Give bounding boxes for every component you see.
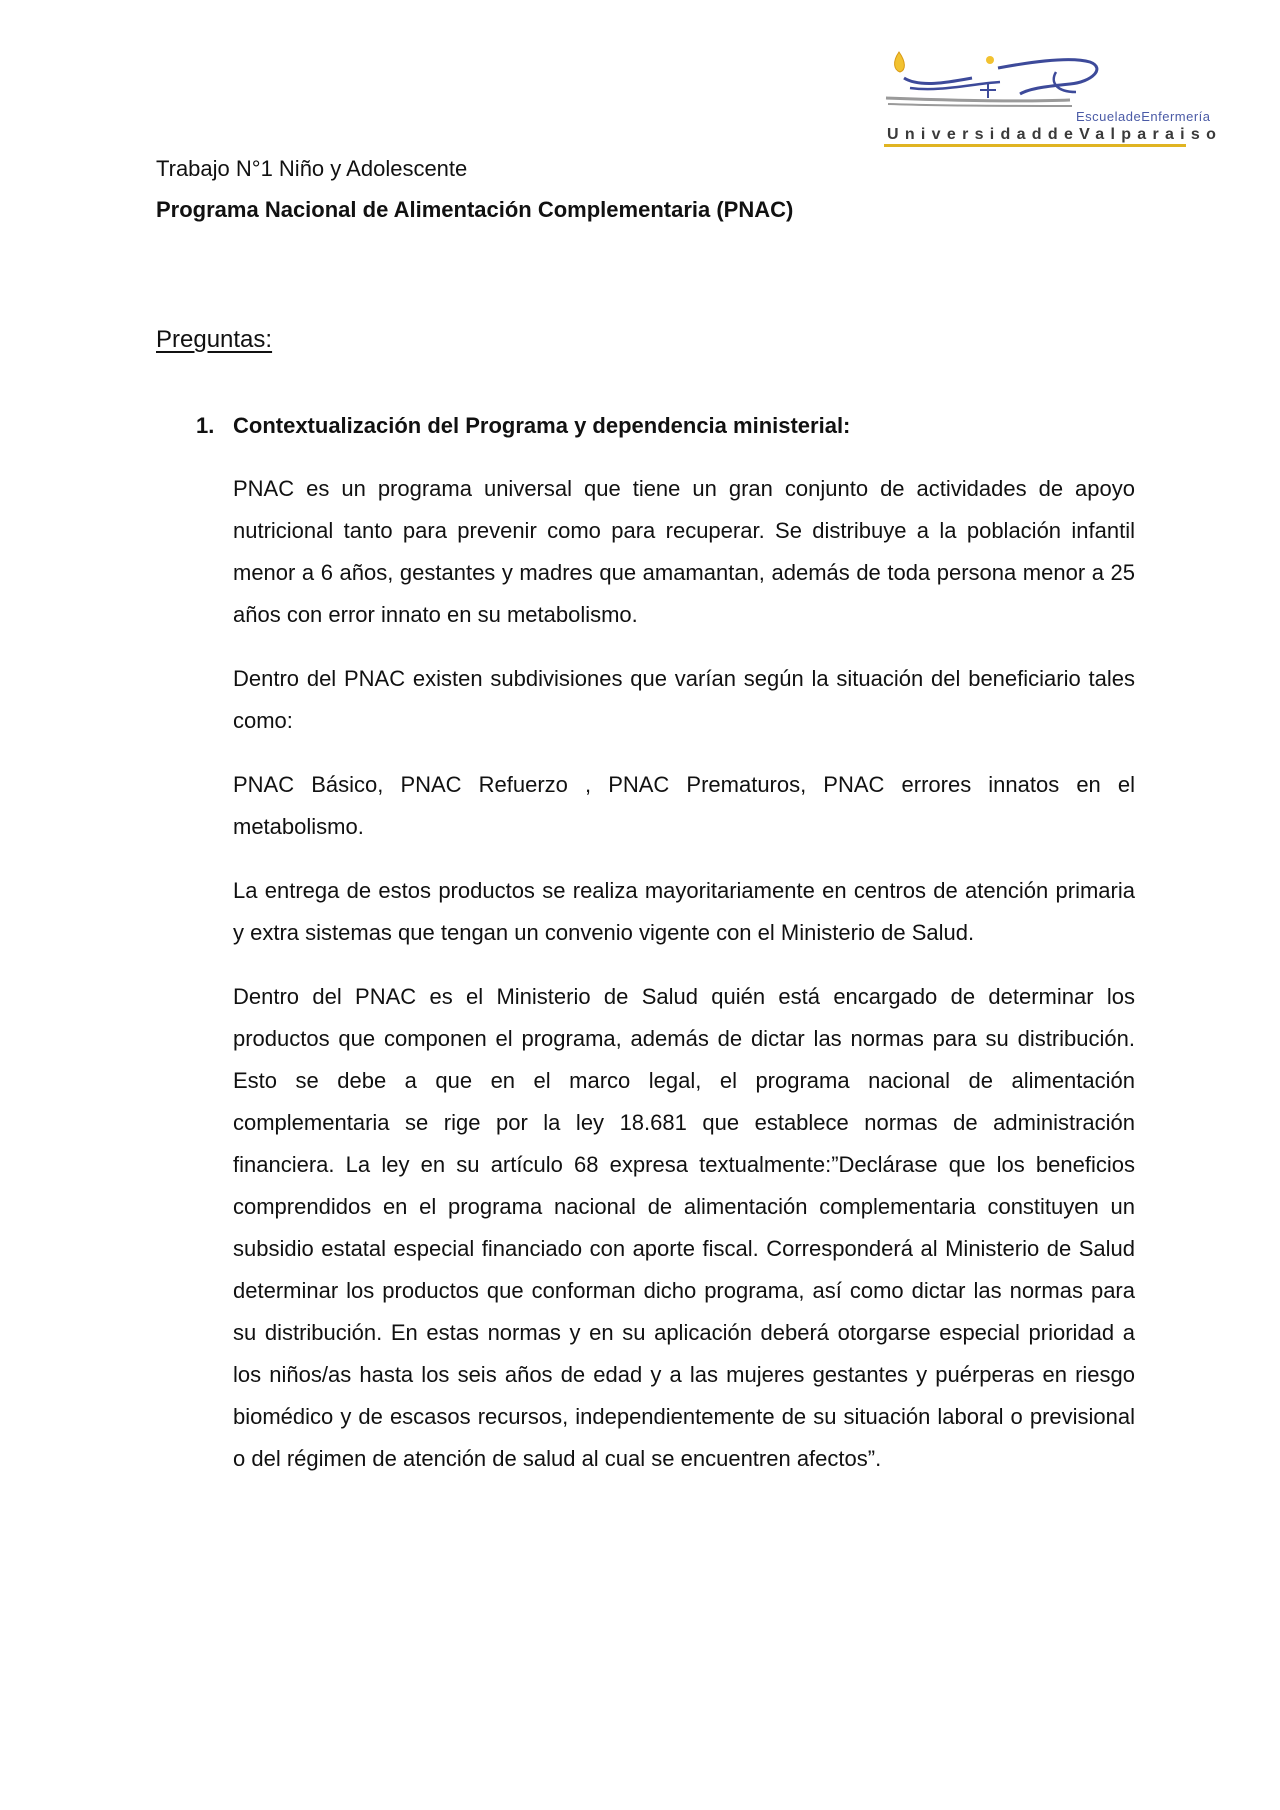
section-label: Preguntas: — [156, 326, 273, 353]
paragraph: Dentro del PNAC existen subdivisiones que varían según la situación del beneficiario tales como: — [233, 666, 1135, 733]
paragraph: La entrega de estos productos se realiza mayoritariamente en centros de atención primaria y extra sistemas que tengan un convenio vigente con el Ministerio de Salud. — [233, 878, 1135, 945]
question-body — [233, 468, 1135, 1502]
question-number: 1. — [196, 413, 215, 438]
paragraph: PNAC Básico, PNAC Refuerzo , PNAC Prematuros, PNAC errores innatos en el metabolismo. — [233, 772, 1135, 839]
paragraph: PNAC es un programa universal que tiene un gran conjunto de actividades de apoyo nutricional tanto para prevenir como para recuperar. Se distribuye a la población infantil menor a 6 años, gestantes y madres que amamantan, además de toda persona menor a 25 años con error innato en su metabolismo. — [233, 476, 1135, 627]
logo-underline — [884, 144, 1186, 147]
document-subtitle: Trabajo N°1 Niño y Adolescente — [156, 156, 468, 181]
logo-school-name: EscueladeEnfermería — [1076, 109, 1211, 124]
question-heading: Contextualización del Programa y dependencia ministerial: — [233, 413, 851, 438]
logo-university-name: UniversidaddeValparaiso — [887, 126, 1223, 143]
document-title: Programa Nacional de Alimentación Complementaria (PNAC) — [156, 197, 794, 222]
university-logo — [880, 48, 1223, 148]
paragraph: Dentro del PNAC es el Ministerio de Salud quién está encargado de determinar los productos que componen el programa, además de dictar las normas para su distribución. Esto se debe a que en el marco legal, el programa nacional de alimentación complementaria se rige por la ley 18.681 que establece normas de administración financiera. La ley en su artículo 68 expresa textualmente:”Declárase que los beneficios comprendidos en el programa nacional de alimentación complementaria constituyen un subsidio estatal especial financiado con aporte fiscal. Corresponderá al Ministerio de Salud determinar los productos que conforman dicho programa, así como dictar las normas para su distribución. En estas normas y en su aplicación deberá otorgarse especial prioridad a los niños/as hasta los seis años de edad y a las mujeres gestantes y puérperas en riesgo biomédico y de escasos recursos, independientemente de su situación laboral o previsional o del régimen de atención de salud al cual se encuentren afectos”. — [233, 984, 1135, 1471]
